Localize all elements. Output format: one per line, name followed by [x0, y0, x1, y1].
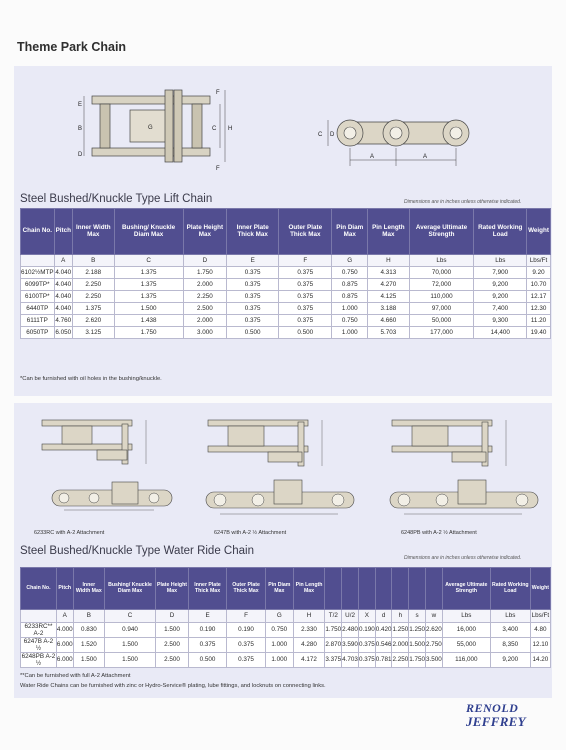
- water-unit-cell: F: [227, 610, 266, 623]
- lift-header-cell: Pitch: [54, 209, 72, 255]
- lift-cell: 2.620: [72, 315, 114, 327]
- water-chain-drawing-6247b: [188, 410, 368, 535]
- water-cell: 0.420: [375, 622, 392, 637]
- water-header-cell: Bushing/ Knuckle Diam Max: [105, 568, 156, 610]
- water-dims-note: Dimensions are in inches unless otherwise indicated.: [404, 555, 522, 561]
- table-row: [21, 279, 551, 291]
- water-cell: 2.250: [392, 652, 409, 667]
- water-header-cell: Pin Length Max: [293, 568, 325, 610]
- lift-header-cell: Outer Plate Thick Max: [279, 209, 332, 255]
- table-row: [21, 315, 551, 327]
- lift-cell: 2.250: [183, 291, 227, 303]
- table-row: [21, 637, 551, 652]
- lift-unit-cell: E: [227, 255, 279, 267]
- lift-cell: 6102½MTP: [21, 267, 55, 279]
- water-cell: 9,200: [490, 652, 530, 667]
- lift-unit-cell: C: [114, 255, 183, 267]
- water-header-cell: [358, 568, 375, 610]
- lift-header-cell: Inner Width Max: [72, 209, 114, 255]
- water-unit-cell: Lbs: [442, 610, 490, 623]
- water-unit-cell: Lbs/Ft: [530, 610, 550, 623]
- water-cell: 0.940: [105, 622, 156, 637]
- water-chain-drawing-6248pb: [372, 410, 552, 535]
- lift-cell: 14,400: [474, 327, 527, 339]
- lift-cell: 7,900: [474, 267, 527, 279]
- water-header-cell: [342, 568, 359, 610]
- water-unit-cell: E: [188, 610, 226, 623]
- lift-unit-cell: Lbs: [474, 255, 527, 267]
- water-cell: 1.750: [325, 622, 342, 637]
- lift-chain-side-drawing: [70, 84, 250, 174]
- table-row: [21, 303, 551, 315]
- label-e: E: [78, 102, 83, 108]
- water-cell: 1.000: [265, 652, 293, 667]
- lift-cell: 72,000: [409, 279, 474, 291]
- table-row: [21, 327, 551, 339]
- water-header-cell: [392, 568, 409, 610]
- lift-cell: 0.375: [279, 315, 332, 327]
- water-cell: 12.10: [530, 637, 550, 652]
- lift-cell: 0.375: [227, 303, 279, 315]
- lift-cell: 9,200: [474, 279, 527, 291]
- lift-header-cell: Pin Length Max: [368, 209, 409, 255]
- lift-cell: 1.750: [114, 327, 183, 339]
- water-header-cell: [426, 568, 443, 610]
- water-cell: 0.546: [375, 637, 392, 652]
- lift-cell: 2.250: [72, 279, 114, 291]
- water-cell: 4.280: [293, 637, 325, 652]
- water-unit-cell: A: [56, 610, 73, 623]
- lift-header-cell: Rated Working Load: [474, 209, 527, 255]
- water-header-cell: Inner Plate Thick Max: [188, 568, 226, 610]
- logo-line-2: JEFFREY: [466, 714, 526, 729]
- water-cell: 1.500: [73, 652, 104, 667]
- water-cell: 1.520: [73, 637, 104, 652]
- lift-cell: 1.375: [114, 267, 183, 279]
- water-cell: 3.500: [426, 652, 443, 667]
- water-units-row: [21, 610, 551, 623]
- lift-cell: 19.40: [527, 327, 551, 339]
- water-cell: 2.870: [325, 637, 342, 652]
- water-header-cell: [325, 568, 342, 610]
- lift-cell: 0.375: [227, 291, 279, 303]
- water-cell: 55,000: [442, 637, 490, 652]
- water-header-cell: Average Ultimate Strength: [442, 568, 490, 610]
- water-header-cell: Pin Diam Max: [265, 568, 293, 610]
- label-g: G: [148, 125, 153, 131]
- lift-cell: 110,000: [409, 291, 474, 303]
- water-unit-cell: H: [293, 610, 325, 623]
- water-unit-cell: D: [155, 610, 188, 623]
- water-cell: 1.250: [409, 622, 426, 637]
- lift-header-cell: Pin Diam Max: [332, 209, 368, 255]
- water-cell: 1.500: [105, 652, 156, 667]
- water-cell: 116,000: [442, 652, 490, 667]
- lift-cell: 50,000: [409, 315, 474, 327]
- water-cell: 14.20: [530, 652, 550, 667]
- water-cell: 2.500: [155, 637, 188, 652]
- table-row: [21, 652, 551, 667]
- water-cell: 2.330: [293, 622, 325, 637]
- lift-cell: 0.375: [227, 267, 279, 279]
- lift-cell: 12.30: [527, 303, 551, 315]
- water-cell: 0.375: [227, 652, 266, 667]
- label-f-top: F: [216, 90, 220, 96]
- water-cell: 6.000: [56, 637, 73, 652]
- lift-cell: 1.500: [114, 303, 183, 315]
- lift-header-cell: Average Ultimate Strength: [409, 209, 474, 255]
- lift-cell: 2.188: [72, 267, 114, 279]
- lift-cell: 4.040: [54, 279, 72, 291]
- lift-cell: 0.375: [279, 303, 332, 315]
- lift-cell: 0.875: [332, 279, 368, 291]
- water-cell: 0.190: [227, 622, 266, 637]
- water-cell: 4.000: [56, 622, 73, 637]
- lift-header-cell: Bushing/ Knuckle Diam Max: [114, 209, 183, 255]
- lift-cell: 3.188: [368, 303, 409, 315]
- label-d-right: D: [330, 132, 335, 138]
- lift-cell: 9,200: [474, 291, 527, 303]
- table-row: [21, 267, 551, 279]
- lift-cell: 2.000: [183, 279, 227, 291]
- water-cell: 4.80: [530, 622, 550, 637]
- water-cell: 1.500: [409, 637, 426, 652]
- water-unit-cell: U/2: [342, 610, 359, 623]
- lift-cell: 10.70: [527, 279, 551, 291]
- water-cell: 2.500: [155, 652, 188, 667]
- lift-chain-table: [20, 208, 551, 339]
- lift-cell: 4.660: [368, 315, 409, 327]
- lift-cell: 1.438: [114, 315, 183, 327]
- lift-cell: 9,300: [474, 315, 527, 327]
- lift-cell: 1.750: [183, 267, 227, 279]
- lift-cell: 11.20: [527, 315, 551, 327]
- lift-cell: 1.375: [72, 303, 114, 315]
- water-footnote-1: **Can be furnished with full A-2 Attachment: [20, 673, 131, 679]
- table-row: [21, 622, 551, 637]
- table-row: [21, 291, 551, 303]
- lift-cell: 4.040: [54, 303, 72, 315]
- lift-cell: 0.375: [227, 315, 279, 327]
- label-b: B: [78, 126, 83, 132]
- lift-cell: 6099TP*: [21, 279, 55, 291]
- lift-cell: 4.313: [368, 267, 409, 279]
- label-a-right: A: [423, 154, 428, 160]
- lift-cell: 1.000: [332, 327, 368, 339]
- lift-cell: 0.375: [227, 279, 279, 291]
- logo-line-1: RENOLD: [466, 701, 519, 715]
- water-cell: 0.375: [358, 637, 375, 652]
- lift-cell: 6.050: [54, 327, 72, 339]
- water-cell: 4.703: [342, 652, 359, 667]
- caption-6247b: 6247B with A-2 ½ Attachment: [214, 530, 287, 536]
- water-header-cell: Weight: [530, 568, 550, 610]
- caption-6248pb: 6248PB with A-2 ½ Attachment: [401, 530, 477, 536]
- water-header-cell: [409, 568, 426, 610]
- label-d: D: [78, 152, 83, 158]
- lift-cell: 4.270: [368, 279, 409, 291]
- water-unit-cell: B: [73, 610, 104, 623]
- lift-cell: 6111TP: [21, 315, 55, 327]
- lift-unit-cell: F: [279, 255, 332, 267]
- page-title: Theme Park Chain: [17, 40, 127, 54]
- water-header-cell: Plate Height Max: [155, 568, 188, 610]
- lift-unit-cell: G: [332, 255, 368, 267]
- water-header-cell: Pitch: [56, 568, 73, 610]
- water-chain-table: [20, 567, 551, 668]
- lift-cell: 0.750: [332, 315, 368, 327]
- water-cell: 2.750: [426, 637, 443, 652]
- water-unit-cell: w: [426, 610, 443, 623]
- lift-header-cell: Weight: [527, 209, 551, 255]
- water-cell: 4.172: [293, 652, 325, 667]
- water-header-cell: Outer Plate Thick Max: [227, 568, 266, 610]
- lift-footnote: *Can be furnished with oil holes in the bushing/knuckle.: [20, 376, 162, 382]
- lift-cell: 0.875: [332, 291, 368, 303]
- water-cell: 0.375: [227, 637, 266, 652]
- lift-units-row: [21, 255, 551, 267]
- water-cell: 0.781: [375, 652, 392, 667]
- water-unit-cell: s: [409, 610, 426, 623]
- lift-cell: 3.000: [183, 327, 227, 339]
- lift-cell: 3.125: [72, 327, 114, 339]
- water-cell: 2.480: [342, 622, 359, 637]
- lift-dims-note: Dimensions are in inches unless otherwise indicated.: [404, 199, 522, 205]
- lift-cell: 97,000: [409, 303, 474, 315]
- water-chain-drawing-6233rc: [22, 410, 192, 535]
- water-unit-cell: Lbs: [490, 610, 530, 623]
- lift-cell: 0.375: [279, 291, 332, 303]
- lift-header-cell: Chain No.: [21, 209, 55, 255]
- water-unit-cell: X: [358, 610, 375, 623]
- lift-cell: 5.703: [368, 327, 409, 339]
- lift-cell: 4.040: [54, 267, 72, 279]
- water-chain-title: Steel Bushed/Knuckle Type Water Ride Chain: [20, 545, 254, 557]
- lift-cell: 0.750: [332, 267, 368, 279]
- label-a-left: A: [370, 154, 375, 160]
- lift-cell: 0.375: [279, 267, 332, 279]
- water-cell: 0.375: [188, 637, 226, 652]
- lift-cell: 6050TP: [21, 327, 55, 339]
- lift-cell: 0.500: [279, 327, 332, 339]
- lift-unit-cell: Lbs/Ft: [527, 255, 551, 267]
- lift-cell: 2.250: [72, 291, 114, 303]
- lift-cell: 2.000: [183, 315, 227, 327]
- lift-unit-cell: Lbs: [409, 255, 474, 267]
- label-c-right: C: [318, 132, 323, 138]
- lift-header-row: [21, 209, 551, 255]
- water-unit-cell: d: [375, 610, 392, 623]
- water-cell: 0.500: [188, 652, 226, 667]
- water-cell: 6247B A-2 ½: [21, 637, 57, 652]
- lift-cell: 12.17: [527, 291, 551, 303]
- caption-6233rc: 6233RC with A-2 Attachment: [34, 530, 105, 536]
- water-cell: 3.590: [342, 637, 359, 652]
- water-header-cell: Chain No.: [21, 568, 57, 610]
- lift-cell: 6440TP: [21, 303, 55, 315]
- water-unit-cell: [21, 610, 57, 623]
- water-header-cell: Rated Working Load: [490, 568, 530, 610]
- water-cell: 1.750: [409, 652, 426, 667]
- lift-cell: 4.040: [54, 291, 72, 303]
- lift-cell: 1.375: [114, 291, 183, 303]
- water-cell: 2.620: [426, 622, 443, 637]
- water-cell: 0.375: [358, 652, 375, 667]
- lift-cell: 4.125: [368, 291, 409, 303]
- water-cell: 1.500: [105, 637, 156, 652]
- lift-chain-link-drawing: [310, 108, 490, 174]
- water-cell: 8,350: [490, 637, 530, 652]
- lift-cell: 1.375: [114, 279, 183, 291]
- lift-unit-cell: A: [54, 255, 72, 267]
- water-unit-cell: T/2: [325, 610, 342, 623]
- water-unit-cell: C: [105, 610, 156, 623]
- lift-cell: 1.000: [332, 303, 368, 315]
- lift-unit-cell: B: [72, 255, 114, 267]
- label-f-bottom: F: [216, 166, 220, 172]
- water-unit-cell: G: [265, 610, 293, 623]
- lift-cell: 9.20: [527, 267, 551, 279]
- lift-unit-cell: H: [368, 255, 409, 267]
- water-header-row: [21, 568, 551, 610]
- water-cell: 3,400: [490, 622, 530, 637]
- water-header-cell: Inner Width Max: [73, 568, 104, 610]
- lift-cell: 70,000: [409, 267, 474, 279]
- water-header-cell: [375, 568, 392, 610]
- water-cell: 6248PB A-2 ½: [21, 652, 56, 667]
- water-cell: 2.000: [392, 637, 409, 652]
- water-cell: 16,000: [442, 622, 490, 637]
- lift-cell: 6100TP*: [21, 291, 55, 303]
- lift-cell: 177,000: [409, 327, 474, 339]
- lift-cell: 0.375: [279, 279, 332, 291]
- water-unit-cell: h: [392, 610, 409, 623]
- water-cell: 1.250: [392, 622, 409, 637]
- water-footnote-2: Water Ride Chains can be furnished with zinc or Hydro-Service® plating, lube fittings, and locknuts on connecting links.: [20, 683, 326, 689]
- water-cell: 0.750: [265, 622, 293, 637]
- lift-chain-title: Steel Bushed/Knuckle Type Lift Chain: [20, 193, 213, 205]
- water-cell: 1.000: [265, 637, 293, 652]
- lift-unit-cell: [21, 255, 55, 267]
- lift-cell: 7,400: [474, 303, 527, 315]
- water-cell: 0.190: [188, 622, 226, 637]
- water-cell: 6233RC** A-2: [21, 622, 57, 637]
- lift-cell: 0.500: [227, 327, 279, 339]
- lift-cell: 2.500: [183, 303, 227, 315]
- lift-header-cell: Plate Height Max: [183, 209, 227, 255]
- lift-cell: 4.760: [54, 315, 72, 327]
- label-c: C: [212, 126, 217, 132]
- water-cell: 3.375: [325, 652, 342, 667]
- label-h: H: [228, 126, 233, 132]
- water-cell: 1.500: [155, 622, 188, 637]
- lift-unit-cell: D: [183, 255, 227, 267]
- water-cell: 6.000: [56, 652, 73, 667]
- renold-jeffrey-logo: [466, 702, 548, 730]
- water-cell: 0.190: [358, 622, 375, 637]
- lift-header-cell: Inner Plate Thick Max: [227, 209, 279, 255]
- water-cell: 0.830: [73, 622, 104, 637]
